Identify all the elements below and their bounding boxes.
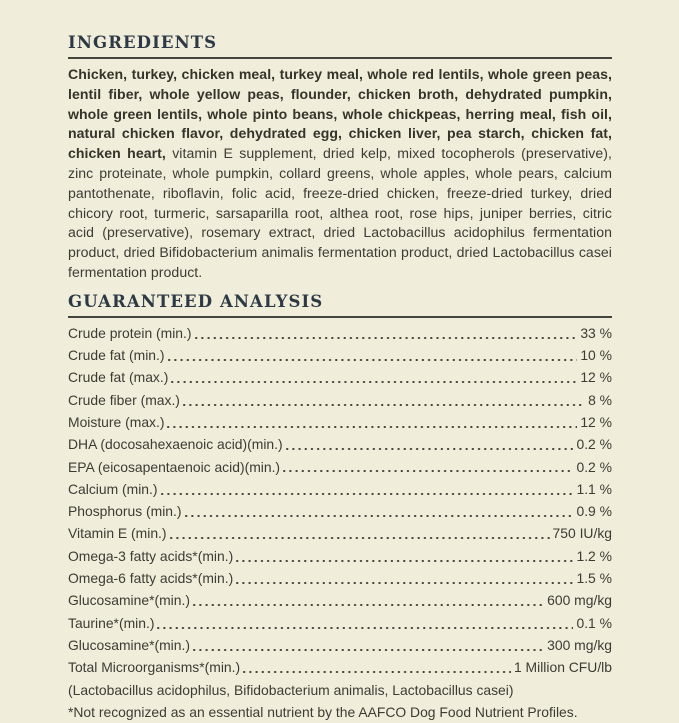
analysis-value: 300 mg/kg [547,636,612,653]
analysis-row [68,612,612,634]
analysis-label: Vitamin E (min.) [68,525,167,542]
analysis-value: 0.9 % [576,503,612,520]
analysis-label: Total Microorganisms*(min.) [68,659,241,676]
dot-leader [185,515,574,517]
analysis-row [68,545,612,567]
analysis-value: 1.2 % [576,547,612,564]
dot-leader [171,381,577,383]
analysis-label: Glucosamine*(min.) [68,636,190,653]
analysis-value: 12 % [580,369,612,386]
microorganisms-note: (Lactobacillus acidophilus, Bifidobacterium animalis, Lactobacillus casei) [68,681,514,698]
analysis-value: 600 mg/kg [547,592,612,609]
dot-leader [286,448,574,450]
dot-leader [193,649,544,651]
analysis-label: Crude fat (min.) [68,347,165,364]
dot-leader [195,337,578,339]
analysis-label: EPA (eicosapentaenoic acid)(min.) [68,458,281,475]
dot-leader [236,582,573,584]
analysis-row [68,344,612,366]
analysis-label: Phosphorus (min.) [68,503,182,520]
guaranteed-analysis-section [68,292,612,723]
analysis-value: 33 % [580,324,612,341]
analysis-value: 0.1 % [576,614,612,631]
analysis-value: 1.5 % [576,570,612,587]
guaranteed-analysis-divider [68,316,612,318]
dot-leader [167,426,577,428]
analysis-row [68,589,612,611]
analysis-row [68,366,612,388]
ingredients-secondary-list: vitamin E supplement, dried kelp, mixed tocopherols (preservative), zinc proteinate, whole pumpkin, collard greens, whole apples, whole pears, calcium pantothenate, riboflavin, folic acid, freeze-dried chicken, freeze-dried turkey, dried chicory root, turmeric, sarsaparilla root, althea root, rose hips, juniper berries, citric acid (preservative), rosemary extract, dried Lactobacillus acidophilus fermentation product, dried Bifidobacterium animalis fermentation product, dried Lactobacillus casei fermentation product. [68,145,612,280]
analysis-value: 1.1 % [576,480,612,497]
dot-leader [168,359,578,361]
analysis-label: Omega-3 fatty acids*(min.) [68,547,234,564]
analysis-label: Omega-6 fatty acids*(min.) [68,570,234,587]
analysis-row [68,389,612,411]
analysis-row [68,411,612,433]
analysis-rows [68,322,612,679]
analysis-label: Calcium (min.) [68,480,158,497]
analysis-row [68,478,612,500]
ingredients-section [68,33,612,283]
analysis-value: 0.2 % [576,436,612,453]
analysis-label: Moisture (max.) [68,413,165,430]
dot-leader [193,604,544,606]
analysis-row [68,656,612,678]
analysis-label: Glucosamine*(min.) [68,592,190,609]
analysis-value: 0.2 % [576,458,612,475]
analysis-row [68,500,612,522]
analysis-value: 1 Million CFU/lb [513,659,612,676]
analysis-label: DHA (docosahexaenoic acid)(min.) [68,436,283,453]
aafco-footnote: *Not recognized as an essential nutrient by the AAFCO Dog Food Nutrient Profiles. [68,703,578,720]
analysis-label: Crude protein (min.) [68,324,192,341]
analysis-row [68,567,612,589]
dot-leader [183,404,585,406]
ingredients-paragraph [68,65,612,283]
analysis-row [68,433,612,455]
analysis-value: 8 % [588,391,612,408]
analysis-label: Taurine*(min.) [68,614,155,631]
analysis-row [68,522,612,544]
dot-leader [157,627,573,629]
analysis-row [68,634,612,656]
analysis-value: 12 % [580,413,612,430]
dot-leader [236,560,573,562]
dot-leader [283,470,573,472]
analysis-label: Crude fiber (max.) [68,391,180,408]
ingredients-primary-list: Chicken, turkey, chicken meal, turkey meal, whole red lentils, whole green peas, lentil fiber, whole yellow peas, flounder, chicken broth, dehydrated pumpkin, whole green lentils, whole pinto beans, whole chickpeas, herring meal, fish oil, natural chicken flavor, dehydrated egg, chicken liver, pea starch, chicken fat, chicken heart, [68,66,612,162]
dot-leader [170,537,550,539]
analysis-row [68,456,612,478]
analysis-value: 10 % [580,347,612,364]
dot-leader [243,671,511,673]
ingredients-heading: INGREDIENTS [68,33,218,52]
ingredients-divider [68,57,612,59]
analysis-value: 750 IU/kg [552,525,612,542]
analysis-row [68,322,612,344]
analysis-label: Crude fat (max.) [68,369,169,386]
dot-leader [161,493,574,495]
guaranteed-analysis-heading: GUARANTEED ANALYSIS [68,291,324,311]
